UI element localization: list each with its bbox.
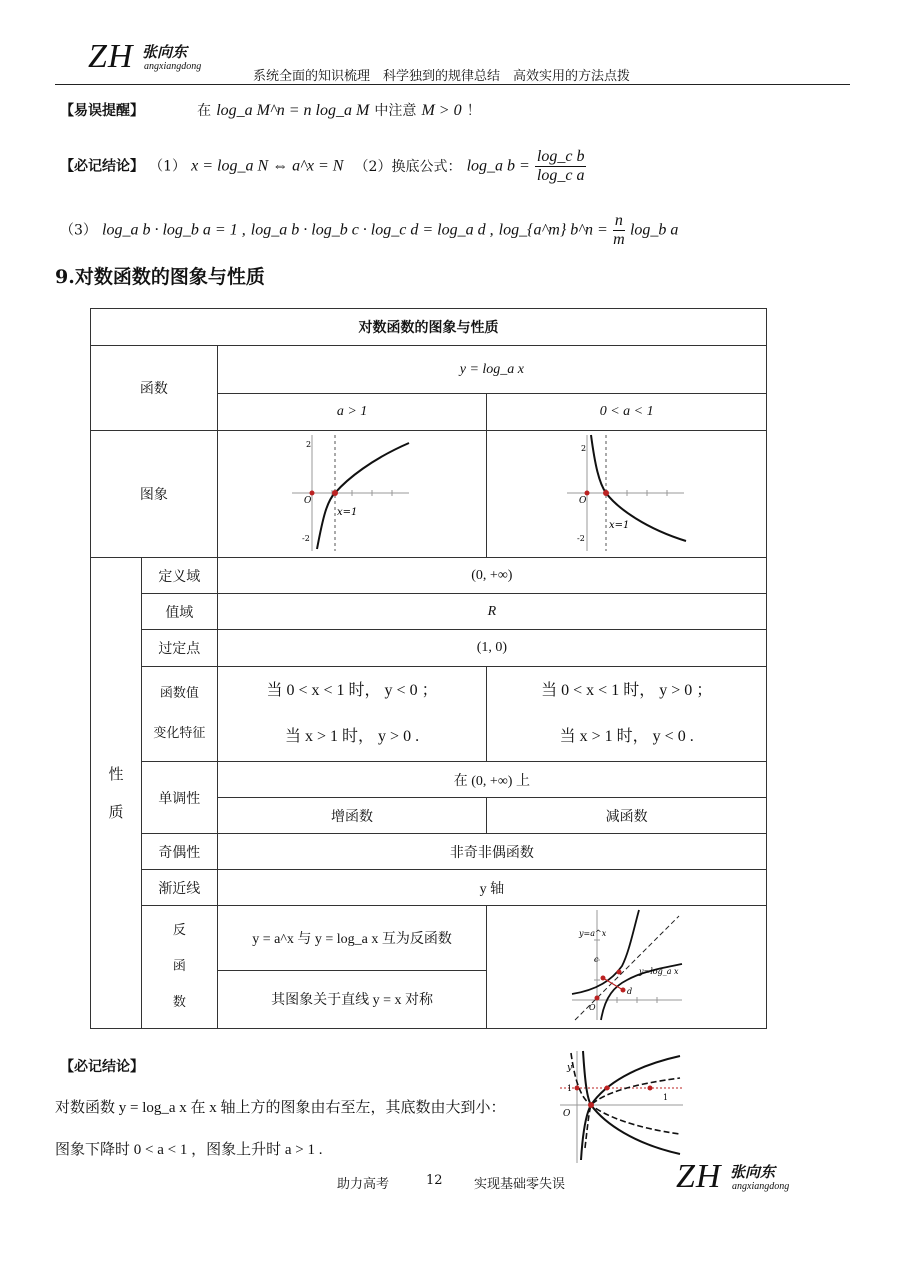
graph1-tick-m2: -2 — [302, 534, 310, 543]
yiwu-line — [60, 100, 481, 120]
footer-page-number: 12 — [426, 1173, 443, 1188]
logo-signature: 张向东 — [142, 45, 188, 61]
change2b: 当 x > 1 时， y < 0 . — [559, 728, 694, 745]
log-function-table — [90, 308, 767, 1029]
base-compare-graph — [555, 1048, 685, 1166]
footer-logo-zh: ZH — [676, 1158, 722, 1195]
biji1-n2: （2）换底公式： — [354, 158, 462, 175]
g2-o: O — [563, 1109, 571, 1119]
graph-increasing-cell — [217, 431, 487, 558]
parity-value: 非奇非偶函数 — [217, 834, 766, 870]
change-label-2: 变化特征 — [153, 726, 206, 741]
biji1-f2-num: log_c b — [536, 148, 585, 165]
header-slogan: 系统全面的知识梳理 科学独到的规律总结 高效实用的方法点拨 — [253, 69, 631, 84]
mono-label: 单调性 — [141, 762, 217, 834]
graph2-origin: O — [578, 496, 587, 506]
biji2-line1: 对数函数 y = log_a x 在 x 轴上方的图象由右至左，其底数由大到小： — [55, 1100, 506, 1116]
g2-one: 1 — [567, 1084, 573, 1093]
func-formula: y = log_a x — [217, 346, 766, 394]
yiwu-tag: 【易误提醒】 — [60, 103, 144, 119]
biji2-line2: 图象下降时 0 < a < 1 ，图象上升时 a > 1 . — [55, 1142, 323, 1158]
graph1-x1: x=1 — [337, 507, 358, 518]
domain-label: 定义域 — [141, 558, 217, 594]
mono-decreasing: 减函数 — [487, 798, 767, 834]
biji1-f3c-num: n — [614, 212, 623, 229]
logo-zh: ZH — [88, 38, 134, 75]
domain-value: (0, +∞) — [217, 558, 766, 594]
graph1-origin: O — [304, 496, 312, 506]
prop-label-2: 质 — [108, 803, 124, 821]
mono-common: 在 (0, +∞) 上 — [217, 762, 766, 798]
inverse-graph — [567, 906, 687, 1024]
range-label: 值域 — [141, 594, 217, 630]
asym-value: y 轴 — [217, 870, 766, 906]
section-title: 9.对数函数的图象与性质 — [55, 266, 265, 288]
graph-decreasing-cell — [487, 431, 767, 558]
inv-graph-cell — [487, 906, 767, 1029]
biji1-f3c-den: m — [613, 230, 625, 248]
parity-label: 奇偶性 — [141, 834, 217, 870]
biji1-line3 — [60, 212, 678, 248]
yiwu-mid: 中注意 — [374, 103, 417, 119]
biji1-line1 — [60, 148, 586, 184]
change1a: 当 0 < x < 1 时， y < 0 ； — [266, 682, 438, 699]
graph2-tick-2: 2 — [580, 444, 586, 453]
biji1-f2-left: log_a b = — [466, 157, 530, 175]
biji1-f3b: log_a b · log_b c · log_c d = log_a d , — [250, 221, 494, 239]
header-logo — [88, 38, 208, 83]
case-a-gt-1: a > 1 — [217, 394, 487, 431]
graph2-x1: x=1 — [608, 520, 630, 531]
change-label-1: 函数值 — [159, 686, 199, 701]
footer-right: 实现基础零失误 — [474, 1177, 566, 1192]
graph-decreasing — [562, 431, 692, 553]
graph2-tick-m2: -2 — [576, 534, 585, 543]
table-title: 对数函数的图象与性质 — [91, 309, 767, 346]
fixed-value: (1, 0) — [217, 630, 766, 667]
footer-logo — [676, 1158, 796, 1203]
inv-g-ylog: y=log_a x — [638, 967, 679, 976]
biji1-f2-frac — [535, 148, 587, 184]
biji1-f3a: log_a b · log_b a = 1 , — [102, 221, 246, 239]
yiwu-end: ！ — [466, 103, 481, 119]
change2a: 当 0 < x < 1 时， y > 0 ； — [541, 682, 713, 699]
func-label: 函数 — [91, 346, 218, 431]
asym-label: 渐近线 — [141, 870, 217, 906]
header-rule — [55, 84, 850, 85]
graph-increasing — [287, 431, 417, 553]
change-increasing — [217, 667, 487, 762]
biji1-f3c-right: log_b a — [629, 221, 679, 239]
footer-logo-signature: 张向东 — [730, 1165, 776, 1181]
footer-left: 助力高考 — [337, 1177, 390, 1192]
biji1-n3: （3） — [60, 222, 97, 239]
biji1-f1: x = log_a N ⇔ a^x = N — [191, 157, 344, 175]
prop-label-1: 性 — [108, 765, 124, 783]
biji2-tag: 【必记结论】 — [60, 1059, 144, 1075]
inv-label — [141, 906, 217, 1029]
graph1-tick-2: 2 — [306, 440, 312, 449]
graph-label: 图象 — [91, 431, 218, 558]
biji1-tag: 【必记结论】 — [60, 158, 144, 175]
fixed-label: 过定点 — [141, 630, 217, 667]
biji1-f2-den: log_c a — [536, 166, 585, 184]
inv-text-1: y = a^x 与 y = log_a x 互为反函数 — [217, 906, 487, 971]
footer-logo-sub: angxiangdong — [732, 1181, 790, 1192]
logo-sub: angxiangdong — [144, 61, 202, 72]
inv-g-o: O — [588, 1003, 596, 1012]
change-decreasing — [487, 667, 767, 762]
inv-label-2: 函 — [172, 959, 186, 974]
biji1-f3c-left: log_{a^m} b^n = — [498, 221, 608, 239]
g2-y: y — [567, 1063, 573, 1073]
g2-1: 1 — [663, 1093, 669, 1102]
inv-g-c: c — [593, 955, 599, 964]
inv-g-ya: y=a^x — [578, 929, 606, 938]
inv-text-2: 其图象关于直线 y = x 对称 — [217, 970, 487, 1028]
inv-g-d: d — [626, 987, 632, 996]
change-label — [141, 667, 217, 762]
biji1-f3c-frac — [613, 212, 625, 248]
inv-label-3: 数 — [172, 995, 186, 1010]
mono-increasing: 增函数 — [217, 798, 487, 834]
yiwu-formula: log_a M^n = n log_a M — [216, 102, 370, 119]
prop-label — [91, 558, 142, 1029]
case-a-lt-1: 0 < a < 1 — [487, 394, 767, 431]
inv-label-1: 反 — [172, 923, 186, 938]
change1b: 当 x > 1 时， y > 0 . — [285, 728, 420, 745]
biji1-n1: （1） — [149, 158, 187, 175]
range-value: R — [217, 594, 766, 630]
yiwu-pre: 在 — [197, 103, 212, 119]
yiwu-cond: M > 0 — [421, 102, 462, 119]
